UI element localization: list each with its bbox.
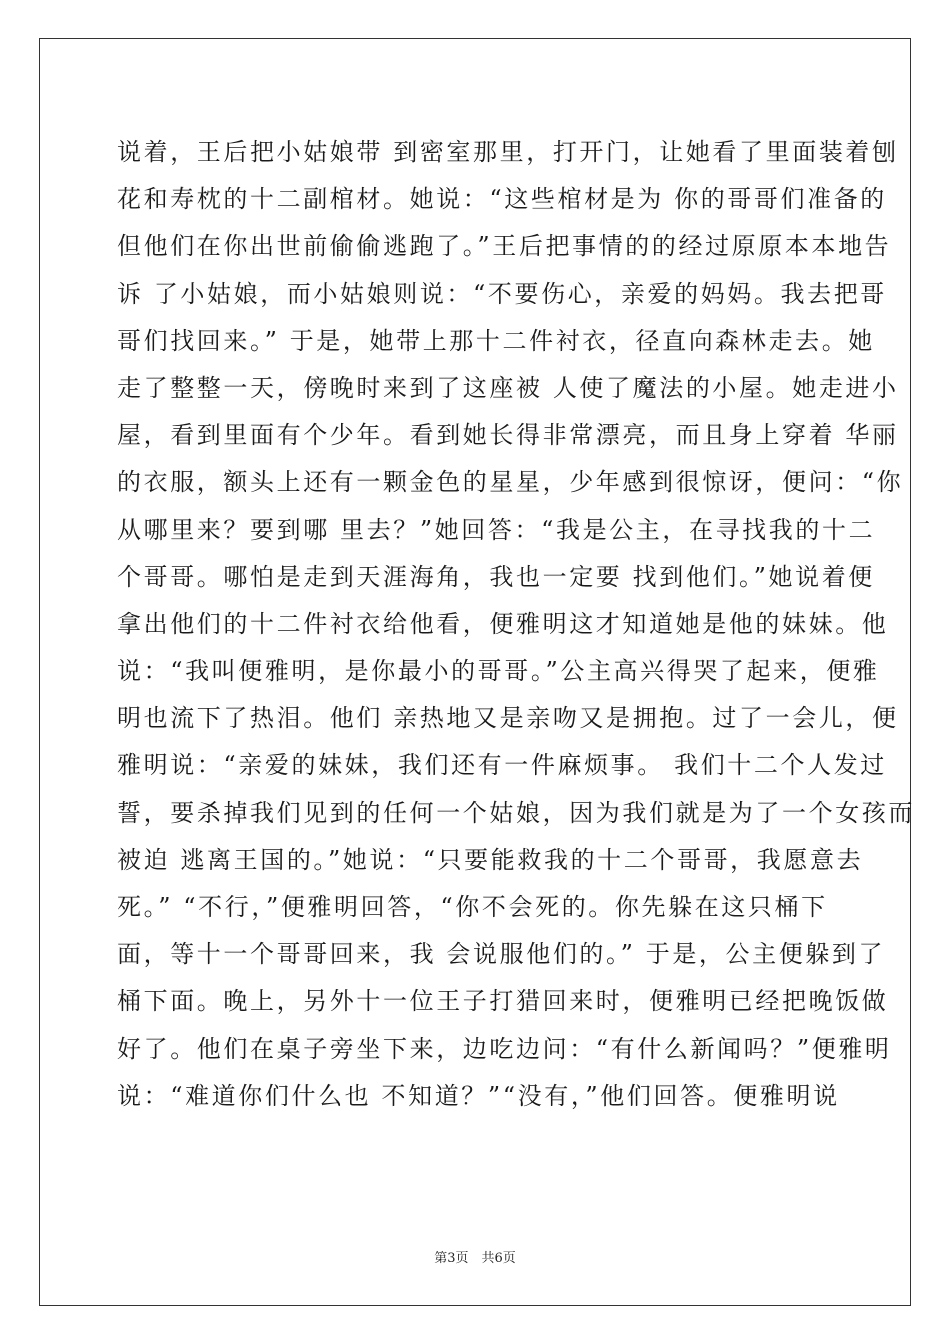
- text-line: 死。” “不行，”便雅明回答，“你不会死的。你先躲在这只桶下: [117, 893, 828, 921]
- text-line: 诉 了小姑娘，而小姑娘则说：“不要伤心，亲爱的妈妈。我去把哥: [117, 279, 887, 308]
- text-line: 明也流下了热泪。他们 亲热地又是亲吻又是拥抱。过了一会儿，便: [117, 704, 899, 733]
- text-line: 哥们找回来。” 于是，她带上那十二件衬衣，径直向森林走去。她: [117, 326, 875, 355]
- text-line: 个哥哥。哪怕是走到天涯海角，我也一定要 找到他们。”她说着便: [117, 562, 875, 591]
- text-line: 好了。他们在桌子旁坐下来，边吃边问：“有什么新闻吗？”便雅明: [117, 1034, 892, 1063]
- text-line: 雅明说：“亲爱的妹妹，我们还有一件麻烦事。 我们十二个人发过: [117, 751, 887, 780]
- text-line: 的衣服，额头上还有一颗金色的星星，少年感到很惊讶，便问：“你: [117, 468, 904, 497]
- text-line: 但他们在你出世前偷偷逃跑了。”王后把事情的的经过原原本本地告: [117, 232, 892, 261]
- text-line: 屋，看到里面有个少年。看到她长得非常漂亮，而且身上穿着 华丽: [117, 421, 899, 450]
- text-line: 桶下面。晚上，另外十一位王子打猎回来时，便雅明已经把晚饭做: [117, 987, 889, 1016]
- text-line: 花和寿枕的十二副棺材。她说：“这些棺材是为 你的哥哥们准备的: [117, 185, 887, 214]
- story-paragraph: [117, 129, 915, 1120]
- text-line: 被迫 逃离王国的。”她说：“只要能救我的十二个哥哥，我愿意去: [117, 845, 864, 874]
- text-line: 说：“难道你们什么也 不知道？”“没有，”他们回答。便雅明说: [117, 1081, 840, 1110]
- page-number-footer: 第3页 共6页: [434, 1251, 516, 1266]
- text-line: 走了整整一天，傍晚时来到了这座被 人使了魔法的小屋。她走进小: [117, 373, 899, 402]
- text-line: 面，等十一个哥哥回来，我 会说服他们的。” 于是，公主便躲到了: [117, 940, 886, 969]
- text-line: 拿出他们的十二件衬衣给他看，便雅明这才知道她是他的妹妹。他: [117, 609, 889, 638]
- text-line: 说：“我叫便雅明，是你最小的哥哥。”公主高兴得哭了起来，便雅: [117, 657, 880, 686]
- text-line: 誓，要杀掉我们见到的任何一个姑娘，因为我们就是为了一个女孩而: [117, 798, 915, 827]
- text-line: 说着，王后把小姑娘带 到密室那里，打开门，让她看了里面装着刨: [117, 138, 899, 166]
- text-line: 从哪里来？要到哪 里去？”她回答：“我是公主，在寻找我的十二: [117, 515, 876, 544]
